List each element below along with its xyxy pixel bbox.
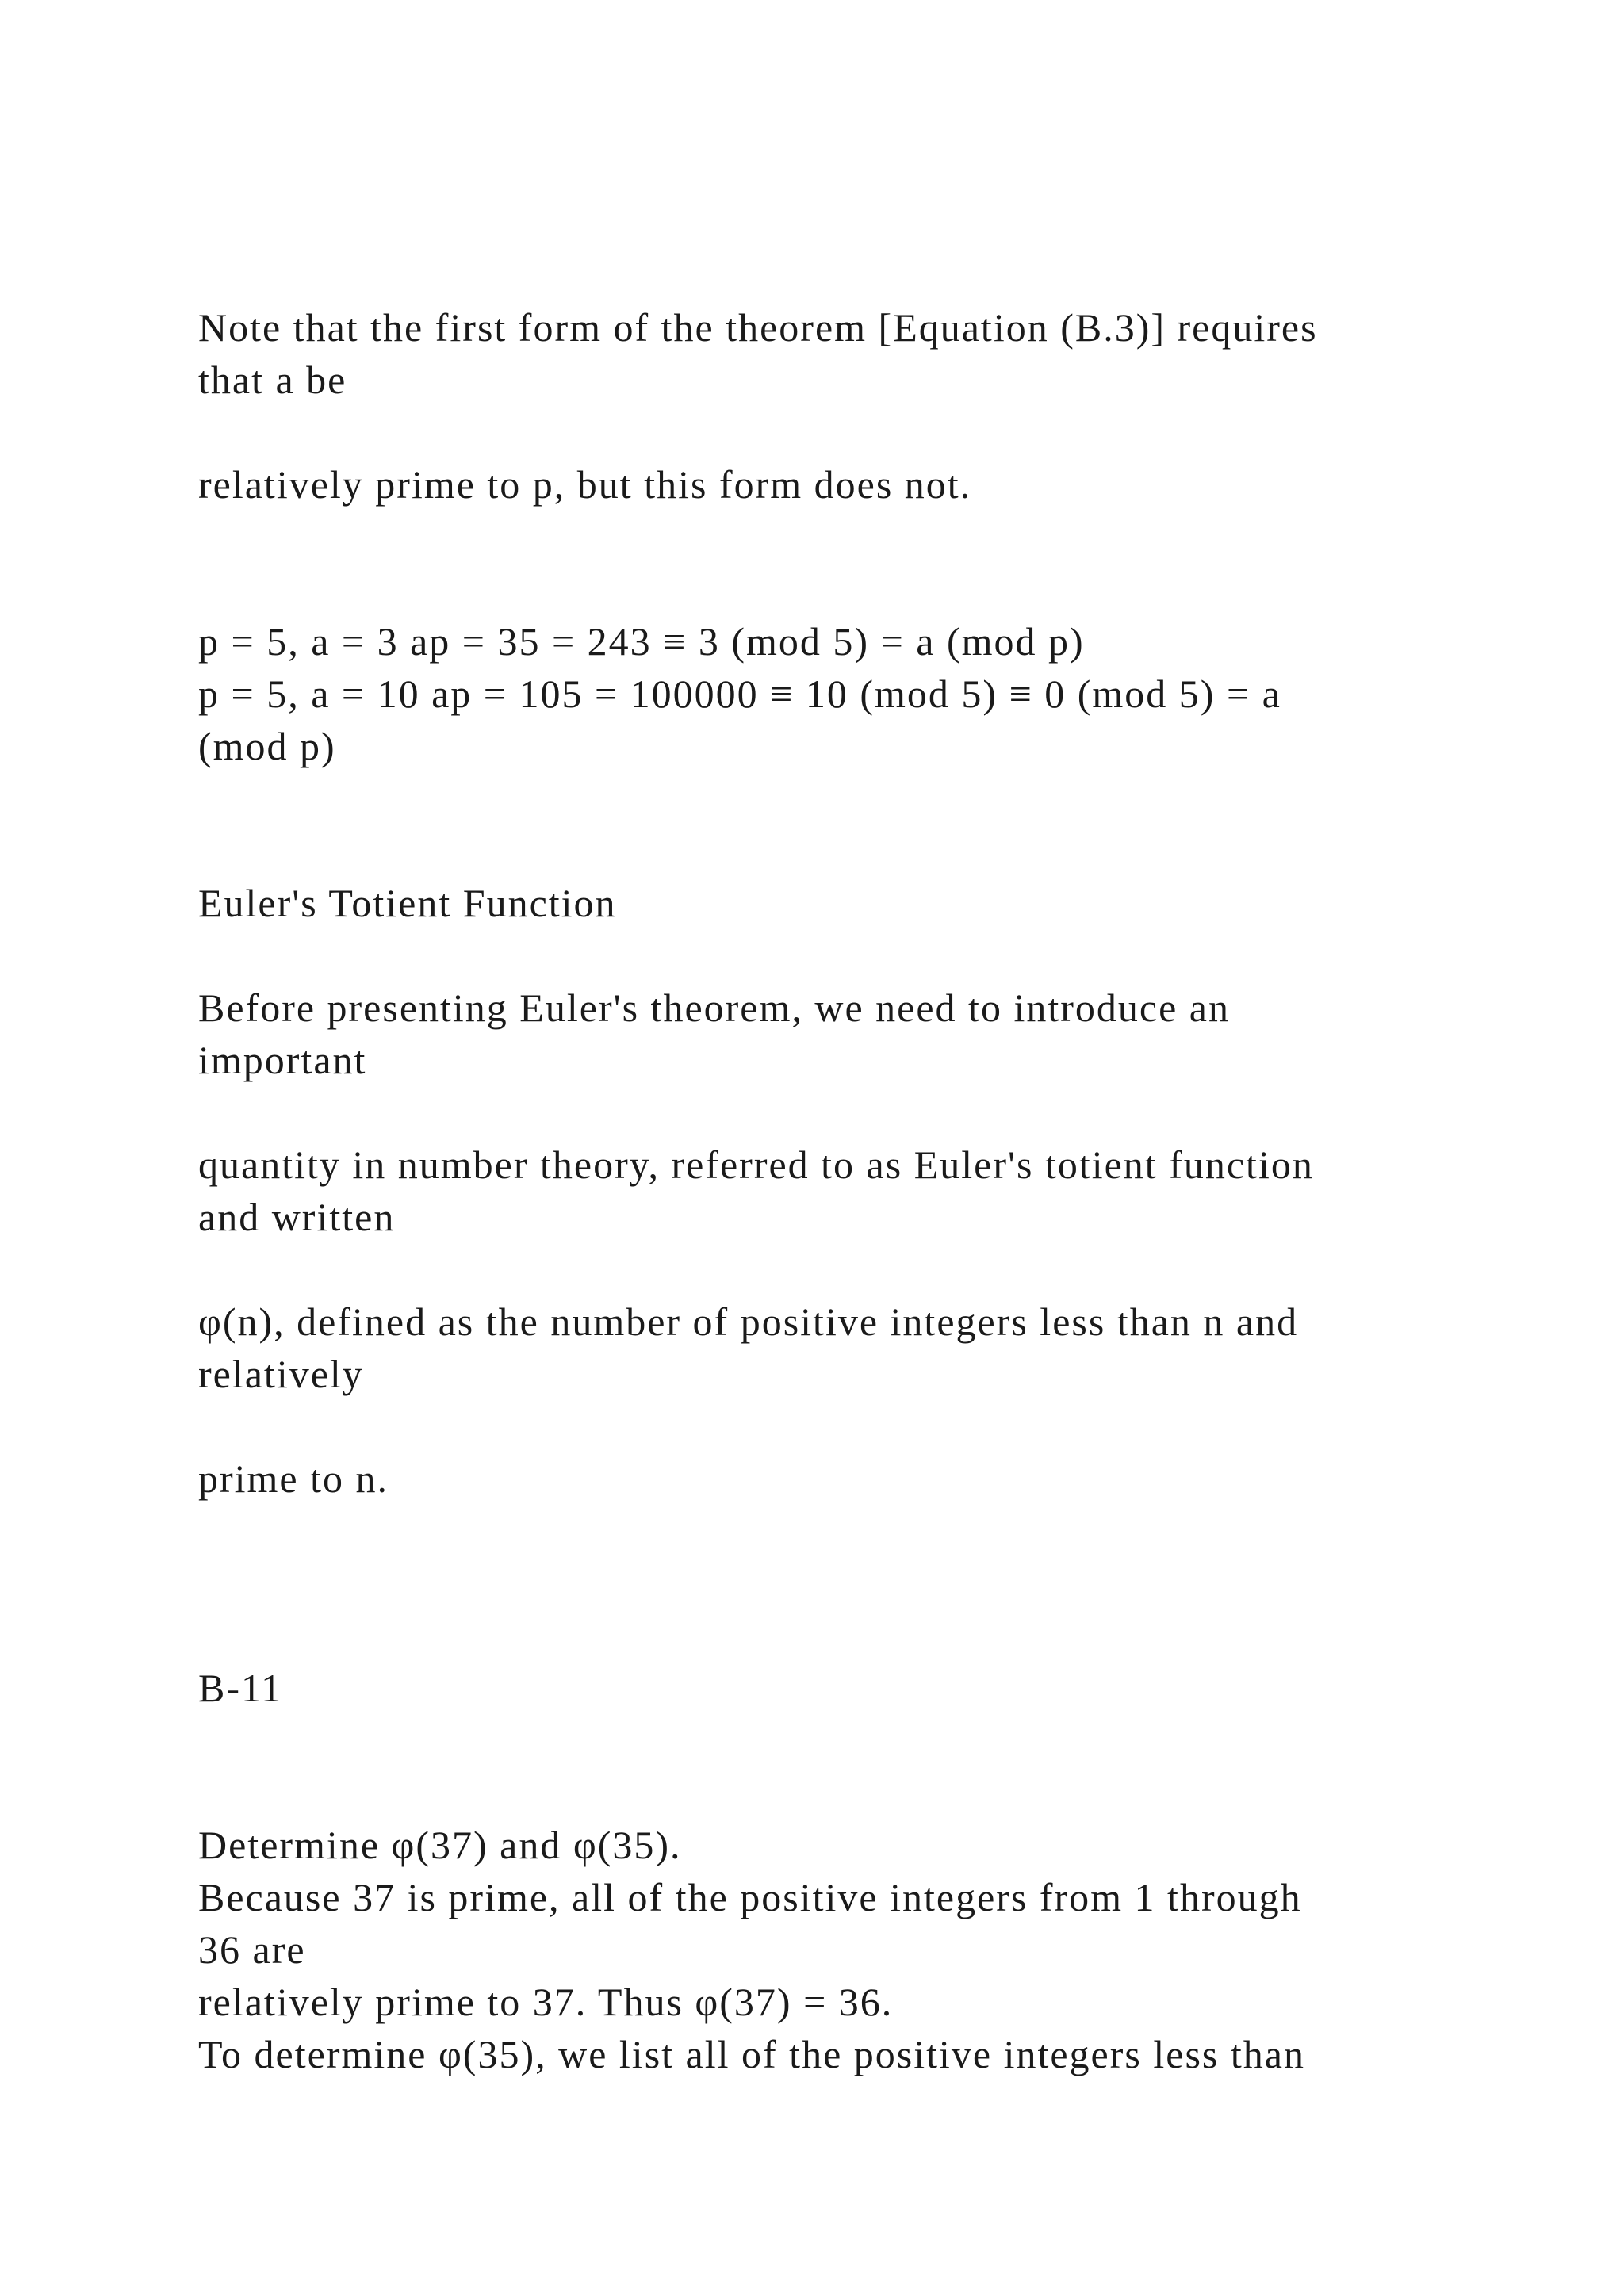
example-text-line: relatively prime to 37. Thus φ(37) = 36. <box>198 1980 894 2024</box>
example-text-line: Determine φ(37) and φ(35). <box>198 1823 682 1867</box>
note-text-line: Note that the first form of the theorem [Equation (B.3)] requires <box>198 305 1318 350</box>
example-text-line: 36 are <box>198 1927 306 1972</box>
intro-text-line: important <box>198 1038 367 1082</box>
intro-text-line: φ(n), defined as the number of positive integers less than n and <box>198 1299 1299 1344</box>
example-text-line: Because 37 is prime, all of the positive integers from 1 through <box>198 1875 1302 1919</box>
intro-text-line: relatively <box>198 1352 364 1396</box>
example-equation-line: p = 5, a = 10 ap = 105 = 100000 ≡ 10 (mod 5) ≡ 0 (mod 5) = a <box>198 672 1281 716</box>
note-text-line: that a be <box>198 358 347 402</box>
intro-text-line: quantity in number theory, referred to as Euler's totient function <box>198 1142 1314 1187</box>
section-heading: Euler's Totient Function <box>198 881 617 925</box>
intro-text-line: Before presenting Euler's theorem, we need to introduce an <box>198 985 1230 1030</box>
intro-text-line: prime to n. <box>198 1456 389 1501</box>
example-equation-line: p = 5, a = 3 ap = 35 = 243 ≡ 3 (mod 5) = a (mod p) <box>198 619 1085 664</box>
intro-text-line: and written <box>198 1195 396 1239</box>
example-text-line: To determine φ(35), we list all of the positive integers less than <box>198 2032 1305 2076</box>
note-text-line: relatively prime to p, but this form does not. <box>198 462 972 507</box>
page-label: B-11 <box>198 1666 283 1710</box>
example-equation-line: (mod p) <box>198 724 336 768</box>
